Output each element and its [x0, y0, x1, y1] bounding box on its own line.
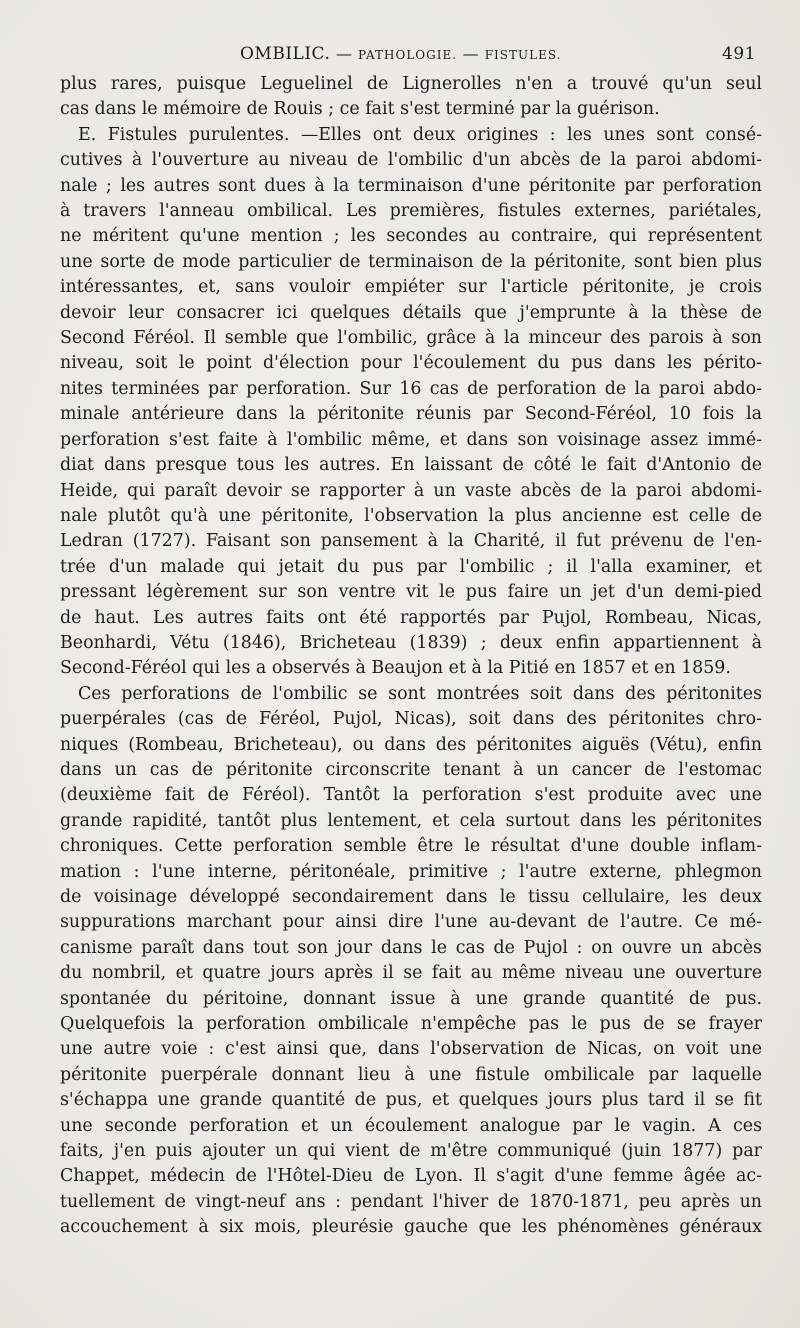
text-line: Second Féréol. Il semble que l'ombilic, grâce à la minceur des parois à son: [60, 328, 762, 349]
text-line: une seconde perforation et un écoulement analogue par le vagin. A ces: [60, 1115, 762, 1136]
text-line: péritonite puerpérale donnant lieu à une fistule ombilicale par laquelle: [60, 1064, 762, 1085]
text-line: chroniques. Cette perforation semble être le résultat d'une double inflam-: [60, 836, 762, 857]
text-line: une autre voie : c'est ainsi que, dans l'observation de Nicas, on voit une: [60, 1039, 762, 1060]
text-line: nites terminées par perforation. Sur 16 cas de perforation de la paroi abdo-: [60, 378, 762, 399]
text-line: Second-Féréol qui les a observés à Beaujon et à la Pitié en 1857 et en 1859.: [60, 658, 731, 679]
text-line: nale plutôt qu'à une péritonite, l'observation la plus ancienne est celle de: [60, 505, 762, 526]
text-line: Beonhardi, Vétu (1846), Bricheteau (1839) ; deux enfin appartiennent à: [60, 632, 762, 653]
text-line: grande rapidité, tantôt plus lentement, et cela surtout dans les péritonites: [60, 810, 762, 831]
running-head-section: PATHOLOGIE.: [358, 48, 458, 62]
running-head-title: OMBILIC.: [240, 44, 331, 64]
section-heading-line: E. Fistules purulentes. —Elles ont deux origines : les unes sont consé-: [78, 124, 762, 145]
text-line: à travers l'anneau ombilical. Les premières, fistules externes, pariétales,: [60, 201, 762, 222]
running-head-separator: —: [457, 44, 485, 63]
text-line: mation : l'une interne, péritonéale, primitive ; l'autre externe, phlegmon: [60, 861, 762, 882]
text-line: spontanée du péritoine, donnant issue à une grande quantité de pus.: [60, 988, 762, 1009]
text-line: niveau, soit le point d'élection pour l'écoulement du pus dans les périto-: [60, 353, 762, 374]
text-line: plus rares, puisque Leguelinel de Lignerolles n'en a trouvé qu'un seul: [60, 74, 762, 94]
text-line: nale ; les autres sont dues à la terminaison d'une péritonite par perforation: [60, 175, 762, 196]
text-line: de voisinage développé secondairement dans le tissu cellulaire, les deux: [60, 887, 762, 907]
text-line: Heide, qui paraît devoir se rapporter à un vaste abcès de la paroi abdomi-: [60, 480, 762, 501]
text-line: minale antérieure dans la péritonite réunis par Second-Féréol, 10 fois la: [60, 404, 762, 425]
text-line: Ledran (1727). Faisant son pansement à la Charité, il fut prévenu de l'en-: [60, 531, 762, 552]
text-line: pressant légèrement sur son ventre vit le pus faire un jet d'un demi-pied: [60, 582, 762, 603]
running-head-subsection: FISTULES.: [484, 48, 562, 62]
text-line: cutives à l'ouverture au niveau de l'ombilic d'un abcès de la paroi abdomi-: [60, 150, 762, 171]
text-line: Chappet, médecin de l'Hôtel-Dieu de Lyon. Il s'agit d'une femme âgée ac-: [60, 1166, 762, 1187]
text-line: tuellement de vingt-neuf ans : pendant l'hiver de 1870-1871, peu après un: [60, 1191, 762, 1212]
text-line: faits, j'en puis ajouter un qui vient de m'être communiqué (juin 1877) par: [60, 1141, 762, 1162]
page-number: 491: [722, 44, 756, 64]
text-line: suppurations marchant pour ainsi dire l'une au-devant de l'autre. Ce mé-: [60, 912, 762, 933]
text-line: niques (Rombeau, Bricheteau), ou dans des péritonites aiguës (Vétu), enfin: [60, 734, 762, 755]
text-line: diat dans presque tous les autres. En laissant de côté le fait d'Antonio de: [60, 455, 762, 476]
text-line: une sorte de mode particulier de terminaison de la péritonite, sont bien plus: [60, 251, 762, 272]
text-line: puerpérales (cas de Féréol, Pujol, Nicas), soit dans des péritonites chro-: [60, 709, 762, 730]
text-line: (deuxième fait de Féréol). Tantôt la perforation s'est produite avec une: [60, 785, 762, 806]
text-line: ne méritent qu'une mention ; les secondes au contraire, qui représentent: [60, 226, 762, 247]
text-line: Quelquefois la perforation ombilicale n'empêche pas le pus de se frayer: [60, 1014, 762, 1035]
text-line: trée d'un malade qui jetait du pus par l'ombilic ; il l'alla examiner, et: [60, 556, 762, 577]
running-head-separator: —: [330, 44, 359, 63]
text-line: canisme paraît dans tout son jour dans le cas de Pujol : on ouvre un abcès: [60, 937, 762, 958]
text-line: accouchement à six mois, pleurésie gauche que les phénomènes généraux: [60, 1217, 762, 1238]
text-line: du nombril, et quatre jours après il se fait au même niveau une ouverture: [60, 963, 762, 984]
running-head: [240, 44, 561, 64]
text-line: perforation s'est faite à l'ombilic même, et dans son voisinage assez immé-: [60, 429, 762, 450]
running-header: [60, 44, 762, 72]
text-line: s'échappa une grande quantité de pus, et quelques jours plus tard il se fit: [60, 1090, 762, 1111]
body-text: [60, 72, 762, 1241]
text-line: cas dans le mémoire de Rouis ; ce fait s'est terminé par la guérison.: [60, 99, 660, 120]
text-line: intéressantes, et, sans vouloir empiéter sur l'article péritonite, je crois: [60, 277, 762, 298]
text-line: dans un cas de péritonite circonscrite tenant à un cancer de l'estomac: [60, 759, 762, 780]
text-line: Ces perforations de l'ombilic se sont montrées soit dans des péritonites: [78, 683, 762, 704]
text-line: de haut. Les autres faits ont été rapportés par Pujol, Rombeau, Nicas,: [60, 607, 762, 628]
text-line: devoir leur consacrer ici quelques détails que j'emprunte à la thèse de: [60, 302, 762, 323]
